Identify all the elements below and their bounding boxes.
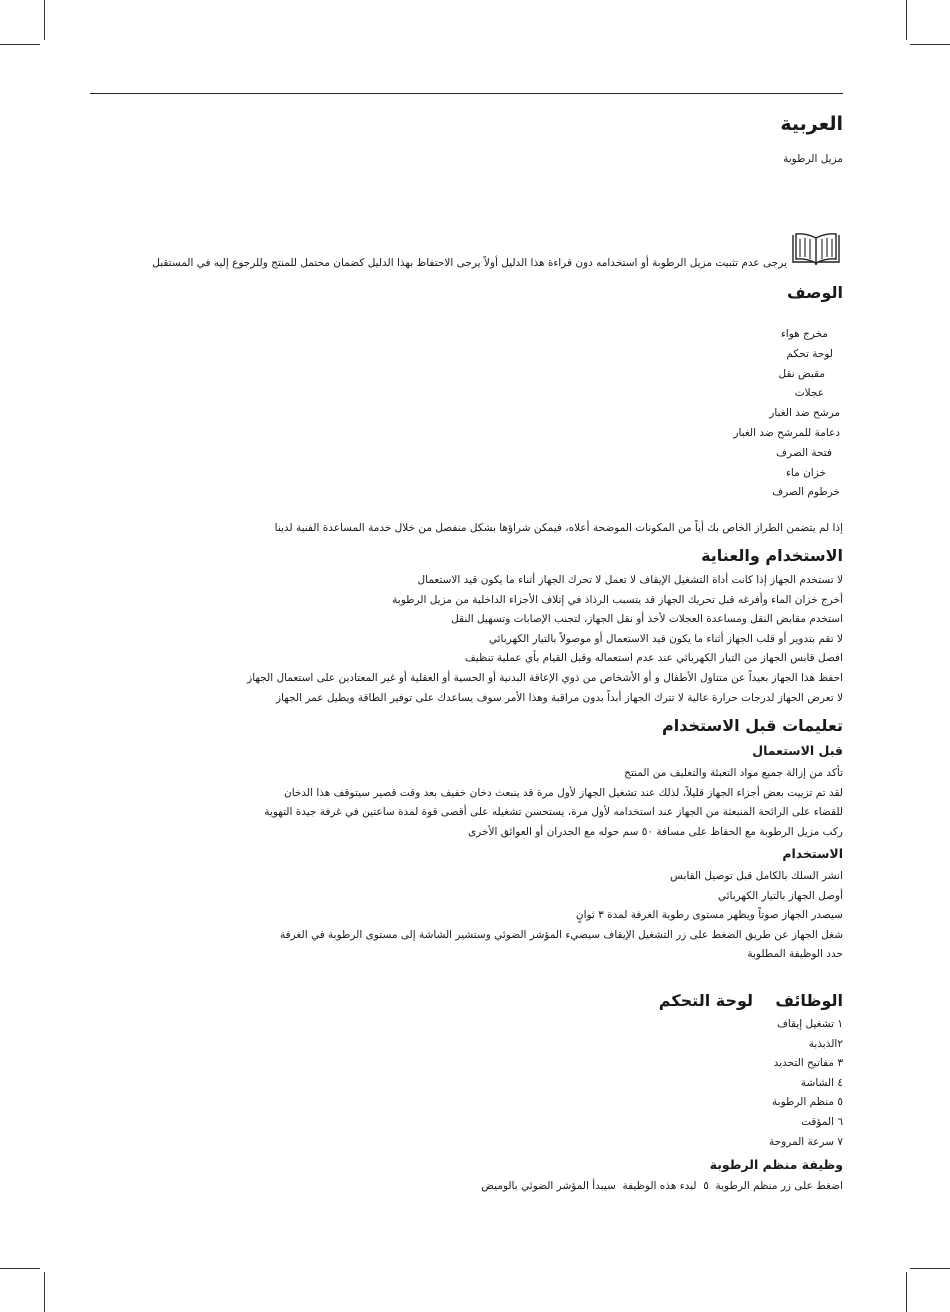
control-panel-list: [769, 1015, 843, 1152]
list-item: ٤ الشاشة: [800, 1076, 843, 1089]
list-item: مرشح ضد الغبار: [769, 407, 840, 420]
list-item: سيصدر الجهاز صوتاً ويظهر مستوى رطوبة الغرفة لمدة ٣ ثوانٍ: [575, 909, 843, 922]
list-item: مقبض نقل: [778, 367, 825, 380]
usage-care-heading: الاستخدام والعناية: [701, 546, 843, 565]
parts-note: إذا لم يتضمن الطراز الخاص بك أياً من المكونات الموضحة أعلاه، فيمكن شراؤها بشكل منفصل من خلال خدمة المساعدة الفنية لدينا: [274, 522, 843, 534]
language-title: العربية: [780, 113, 843, 135]
list-item: خزان ماء: [785, 466, 826, 479]
usage-care-list: [247, 571, 843, 708]
list-item: تأكد من إزالة جميع مواد التعبئة والتغليف من المنتج: [624, 767, 843, 779]
list-item: للقضاء على الرائحة المنبعثة من الجهاز عند استخدامه لأول مرة، يستحسن تشغيله على أقصى قوة لمدة ساعتين في غرفة جيدة التهوية: [264, 806, 843, 819]
crop-mark: [44, 0, 45, 40]
crop-mark: [910, 44, 950, 45]
list-item: لا تقم بتدوير أو قلب الجهاز أثناء ما يكون قيد الاستعمال أو موصولاً بالتيار الكهربائي: [488, 632, 843, 645]
crop-mark: [906, 0, 907, 40]
list-item: دعامة للمرشح ضد الغبار: [733, 426, 840, 439]
list-item: ركب مزيل الرطوبة مع الحفاظ على مسافة ٥٠ سم حوله مع الجدران أو العوائق الأخرى: [467, 825, 843, 838]
humidistat-subheading: وظيفة منظم الرطوبة: [709, 1157, 843, 1172]
list-item: لوحة تحكم: [786, 347, 833, 360]
pre-use-heading: تعليمات قبل الاستخدام: [662, 716, 843, 735]
humidistat-text: اضغط على زر منظم الرطوبة ٥ لبدء هذه الوظيفة سيبدأ المؤشر الضوئي بالوميض: [481, 1180, 843, 1192]
header-rule: [90, 93, 843, 94]
crop-mark: [0, 44, 40, 45]
before-use-subheading: قبل الاستعمال: [752, 743, 843, 758]
list-item: احفظ هذا الجهاز بعيداً عن متناول الأطفال و أو الأشخاص من ذوي الإعاقة البدنية أو الحسية أو العقلية أو غير المعتادين على استعمال الجهاز: [247, 671, 843, 684]
list-item: لقد تم تزييت بعض أجزاء الجهاز قليلاً، لذلك عند تشغيل الجهاز لأول مرة قد ينبعث دخان خفيف بعد وقت قصير سيتوقف هذا الدخان: [283, 786, 843, 799]
list-item: مخرج هواء: [780, 328, 828, 340]
list-item: لا تعرض الجهاز لدرجات حرارة عالية لا تترك الجهاز أبداً بدون مراقبة وهذا الأمر سوف يساعدك على توفير الطاقة ويطيل عمر الجهاز: [276, 691, 843, 704]
crop-mark: [910, 1268, 950, 1269]
list-item: ٥ منظم الرطوبة: [772, 1096, 843, 1109]
before-use-list: [264, 764, 843, 842]
crop-mark: [44, 1272, 45, 1312]
list-item: ٧ سرعة المروحة: [769, 1135, 843, 1148]
list-item: خرطوم الصرف: [772, 486, 840, 499]
read-manual-notice: [143, 232, 843, 272]
crop-mark: [906, 1272, 907, 1312]
list-item: ٦ المؤقت: [801, 1115, 843, 1128]
list-item: انشر السلك بالكامل قبل توصيل القابس: [670, 870, 843, 882]
list-item: فتحة الصرف: [776, 446, 832, 459]
list-item: ١ تشغيل إيقاف: [776, 1018, 843, 1030]
list-item: ٢الذبذبة: [808, 1037, 843, 1050]
list-item: ٣ مفاتيح التحديد: [773, 1057, 843, 1070]
use-subheading: الاستخدام: [782, 846, 843, 861]
book-icon: [789, 232, 843, 268]
list-item: افصل قابس الجهاز من التيار الكهربائي عند عدم استعماله وقبل القيام بأي عملية تنظيف: [464, 652, 843, 665]
use-steps-list: [280, 867, 843, 965]
list-item: أوصل الجهاز بالتيار الكهربائي: [717, 889, 843, 902]
functions-heading: الوظائف لوحة التحكم: [658, 991, 843, 1010]
list-item: شغل الجهاز عن طريق الضغط على زر التشغيل الإيقاف سيضيء المؤشر الضوئي وستشير الشاشة إلى مستوى الرطوبة في الغرفة: [279, 928, 843, 941]
product-subtitle: مزيل الرطوبة: [783, 153, 843, 165]
list-item: أخرج خزان الماء وأفرغه قبل تحريك الجهاز قد يتسبب الرذاذ في إتلاف الأجزاء الداخلية من مزيل الرطوبة: [392, 593, 843, 606]
notice-text: يرجى عدم تثبيت مزيل الرطوبة أو استخدامه دون قراءة هذا الدليل أولاً يرجى الاحتفاظ بهذا الدليل كضمان محتمل للمنتج وللرجوع إليه في المستقبل: [152, 257, 787, 269]
crop-mark: [0, 1268, 40, 1269]
list-item: حدد الوظيفة المطلوبة: [747, 948, 843, 961]
list-item: استخدم مقابض النقل ومساعدة العجلات لأخذ أو نقل الجهاز، لتجنب الإصابات وتسهيل النقل: [451, 613, 843, 626]
list-item: لا تستخدم الجهاز إذا كانت أداة التشغيل الإيقاف لا تعمل لا تحرك الجهاز أثناء ما يكون قيد الاستعمال: [417, 574, 843, 586]
parts-list: [733, 325, 840, 503]
list-item: عجلات: [794, 387, 824, 400]
description-heading: الوصف: [786, 283, 843, 302]
